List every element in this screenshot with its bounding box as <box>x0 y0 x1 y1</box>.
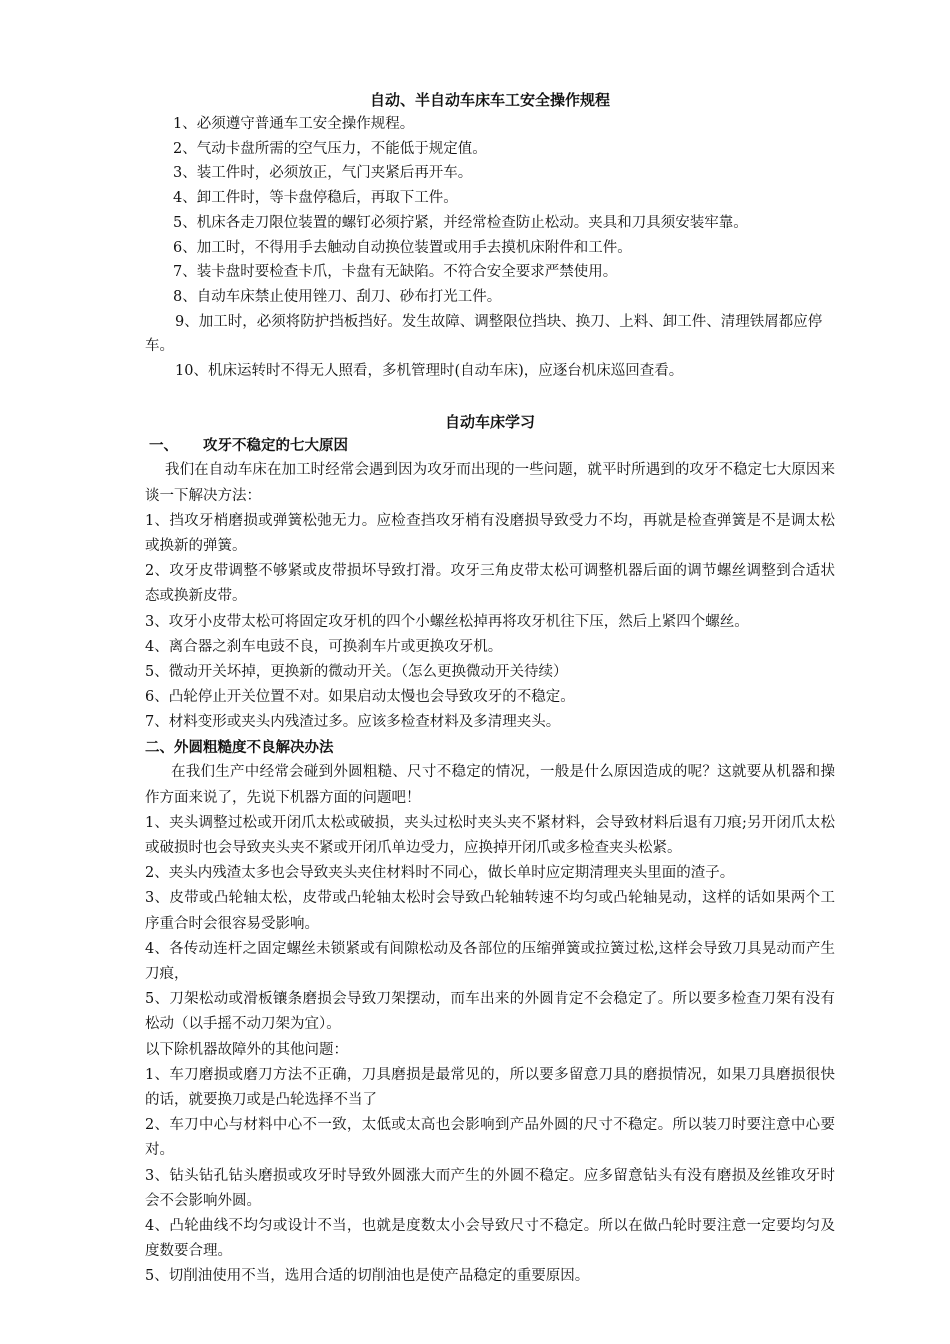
safety-rule: 9、加工时，必须将防护挡板挡好。发生故障、调整限位挡块、换刀、上料、卸工件、清理铁屑都应停车。 <box>145 313 823 355</box>
safety-rule: 10、机床运转时不得无人照看，多机管理时(自动车床)，应逐台机床巡回查看。 <box>175 363 684 380</box>
paragraph: 以下除机器故障外的其他问题： <box>145 1041 348 1058</box>
safety-rule: 7、装卡盘时要检查卡爪，卡盘有无缺陷。不符合安全要求严禁使用。 <box>173 264 618 281</box>
safety-rule: 4、卸工件时，等卡盘停稳后，再取下工件。 <box>173 190 458 207</box>
paragraph: 在我们生产中经常会碰到外圆粗糙、尺寸不稳定的情况，一般是什么原因造成的呢？这就要从机器和操作方面来说了，先说下机器方面的问题吧！ <box>145 764 835 806</box>
document-body <box>145 88 835 1290</box>
safety-rule: 1、必须遵守普通车工安全操作规程。 <box>173 116 415 132</box>
list-item: 1、挡攻牙梢磨损或弹簧松弛无力。应检查挡攻牙梢有没磨损导致受力不均，再就是检查弹簧是不是调太松或换新的弹簧。 <box>145 512 835 555</box>
list-item: 4、离合器之刹车电豉不良，可换刹车片或更换攻牙机。 <box>145 638 503 655</box>
list-item: 6、凸轮停止开关位置不对。如果启动太慢也会导致攻牙的不稳定。 <box>145 689 575 706</box>
safety-rule: 2、气动卡盘所需的空气压力，不能低于规定值。 <box>173 140 487 157</box>
list-item: 1、车刀磨损或磨刀方法不正确，刀具磨损是最常见的，所以要多留意刀具的磨损情况，如果刀具磨损很快的话，就要换刀或是凸轮选择不当了 <box>145 1066 835 1109</box>
list-item: 4、凸轮曲线不均匀或设计不当，也就是度数太小会导致尺寸不稳定。所以在做凸轮时要注意一定要均匀及度数要合理。 <box>145 1218 835 1260</box>
list-item: 2、攻牙皮带调整不够紧或皮带损坏导致打滑。攻牙三角皮带太松可调整机器后面的调节螺丝调整到合适状态或换新皮带。 <box>145 563 835 605</box>
section-heading: 二、外圆粗糙度不良解决办法 <box>145 738 334 756</box>
section-heading-text: 攻牙不稳定的七大原因 <box>203 436 348 454</box>
list-item: 5、切削油使用不当，选用合适的切削油也是使产品稳定的重要原因。 <box>145 1268 590 1285</box>
list-item: 3、钻头钻孔钻头磨损或攻牙时导致外圆涨大而产生的外圆不稳定。应多留意钻头有没有磨损及丝锥攻牙时会不会影响外圆。 <box>145 1167 835 1209</box>
document-title: 自动、半自动车床车工安全操作规程 <box>369 91 610 109</box>
section-title: 自动车床学习 <box>444 412 535 431</box>
list-item: 2、车刀中心与材料中心不一致，太低或太高也会影响到产品外圆的尺寸不稳定。所以装刀时要注意中心要对。 <box>145 1117 835 1159</box>
section-heading <box>145 434 835 459</box>
list-item: 1、夹头调整过松或开闭爪太松或破损，夹头过松时夹头夹不紧材料，会导致材料后退有刀痕;另开闭爪太松或破损时也会导致夹头夹不紧或开闭爪单边受力，应换掉开闭爪或多检查夹头松紧。 <box>145 814 835 856</box>
list-item: 3、攻牙小皮带太松可将固定攻牙机的四个小螺丝松掉再将攻牙机往下压，然后上紧四个螺丝。 <box>145 613 749 630</box>
safety-rule: 8、自动车床禁止使用锉刀、刮刀、砂布打光工件。 <box>173 288 502 305</box>
list-item: 7、材料变形或夹头内残渣过多。应该多检查材料及多清理夹头。 <box>145 714 561 731</box>
list-item: 3、皮带或凸轮轴太松，皮带或凸轮轴太松时会导致凸轮轴转速不均匀或凸轮轴晃动，这样的话如果两个工序重合时会很容易受影响。 <box>145 890 835 932</box>
list-item: 5、刀架松动或滑板镶条磨损会导致刀架摆动，而车出来的外圆肯定不会稳定了。所以要多检查刀架有没有松动（以手摇不动刀架为宜）。 <box>145 991 835 1033</box>
list-item: 5、微动开关坏掉，更换新的微动开关。（怎么更换微动开关待续） <box>145 664 568 681</box>
paragraph: 我们在自动车床在加工时经常会遇到因为攻牙而出现的一些问题，就平时所遇到的攻牙不稳定七大原因来谈一下解决方法： <box>145 462 835 504</box>
safety-rule: 5、机床各走刀限位装置的螺钉必须拧紧，并经常检查防止松动。夹具和刀具须安装牢靠。 <box>173 214 748 231</box>
list-item: 4、各传动连杆之固定螺丝未锁紧或有间隙松动及各部位的压缩弹簧或拉簧过松,这样会导致刀具晃动而产生刀痕， <box>145 940 835 982</box>
safety-rule: 6、加工时，不得用手去触动自动换位装置或用手去摸机床附件和工件。 <box>173 239 632 256</box>
safety-rule: 3、装工件时，必须放正，气门夹紧后再开车。 <box>173 165 473 182</box>
list-item: 2、夹头内残渣太多也会导致夹头夹住材料时不同心，做长单时应定期清理夹头里面的渣子。 <box>145 865 735 882</box>
section-number: 一、 <box>149 436 178 454</box>
